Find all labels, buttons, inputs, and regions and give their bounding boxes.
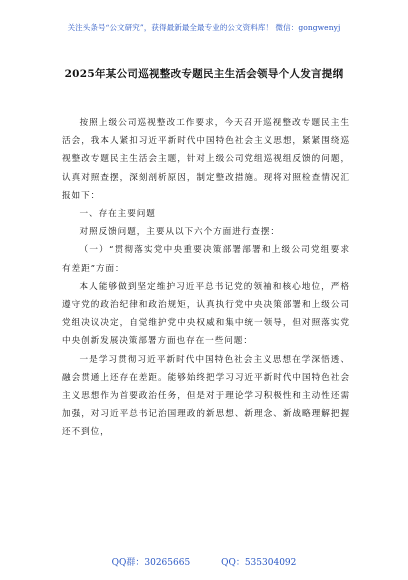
section-intro: 对照反馈问题，主要从以下六个方面进行查摆：	[79, 227, 280, 238]
footer-contact	[0, 555, 408, 568]
document-title: 2025年某公司巡视整改专题民主生活会领导个人发言提纲	[64, 68, 344, 80]
subsection-heading: （一）“贯彻落实党中央重要决策部署部署和上级公司党组要求有差距”方面：	[62, 245, 350, 274]
footer-qq-group: QQ群：30265665	[111, 558, 191, 568]
document-body	[62, 114, 350, 442]
body-paragraph: 本人能够做到坚定维护习近平总书记党的领袖和核心地位，严格遵守党的政治纪律和政治规矩，认真执行党中央决策部署和上级公司党组决议决定，自觉维护党中央权威和集中统一领导，但对照落实党中央创新发展决策部署方面也存在一些问题：	[62, 281, 350, 347]
footer-qq-number: QQ：535304092	[221, 558, 297, 568]
intro-paragraph: 按照上级公司巡视整改工作要求，今天召开巡视整改专题民主生活会，我本人紧扣习近平新时代中国特色社会主义思想，紧紧围绕巡视整改专题民主生活会主题，针对上级公司党组巡视组反馈的问题，认真对照查摆，深刻剖析原因，制定整改措施。现将对照检查情况汇报如下：	[62, 118, 350, 201]
body-paragraph: 一是学习贯彻习近平新时代中国特色社会主义思想在学深悟透、融会贯通上还存在差距。能够始终把学习习近平新时代中国特色社会主义思想作为首要政治任务，但是对于理论学习积极性和主动性还需加强，对习近平总书记治国理政的新思想、新理念、新战略理解把握还不到位，	[62, 354, 350, 438]
section-heading: 一、存在主要问题	[79, 209, 156, 220]
header-note: 关注头条号“公文研究”，获得最新最全最专业的公文资料库！ 微信：gongwenyj	[67, 23, 341, 32]
